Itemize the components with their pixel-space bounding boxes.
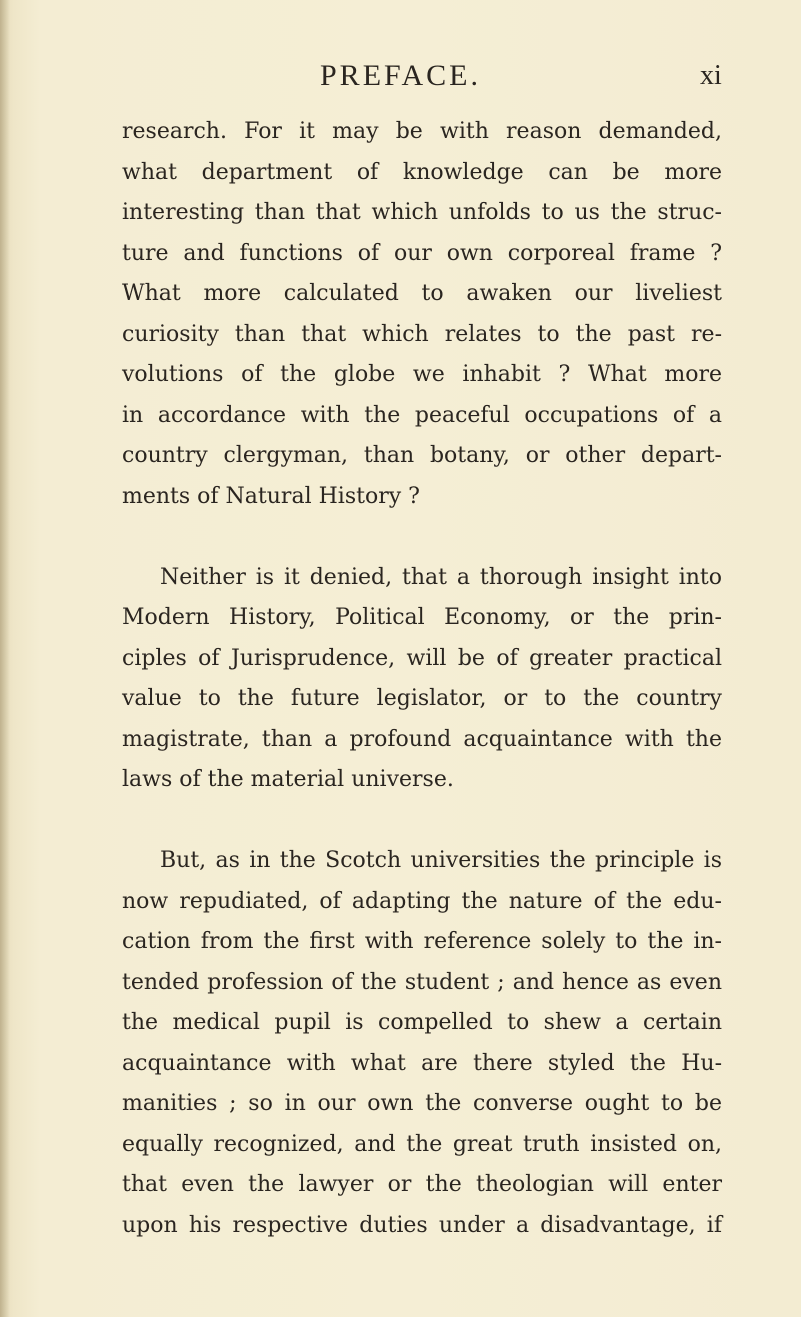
text-line: ments of Natural History ?: [122, 483, 420, 509]
running-head: [0, 56, 801, 96]
paragraph-1: [122, 112, 722, 517]
text-line: tended profession of the student ; and hence as even: [122, 969, 722, 995]
text-line: curiosity than that which relates to the past re-: [122, 321, 722, 347]
text-line: ture and functions of our own corporeal frame ?: [122, 240, 722, 266]
text-line: manities ; so in our own the converse ought to be: [122, 1091, 722, 1116]
text-line: now repudiated, of adapting the nature of the edu-: [122, 888, 722, 914]
text-line: value to the future legislator, or to the country: [122, 686, 722, 711]
page-number: xi: [700, 60, 722, 91]
text-line: interesting than that which unfolds to us the struc-: [122, 200, 722, 225]
text-line: acquaintance with what are there styled the Hu-: [122, 1050, 722, 1076]
text-line: Neither is it denied, that a thorough insight into: [160, 564, 722, 590]
text-line: the medical pupil is compelled to shew a certain: [122, 1010, 722, 1035]
text-line: laws of the material universe.: [122, 767, 454, 792]
text-line: But, as in the Scotch universities the principle is: [160, 848, 722, 873]
text-line: in accordance with the peaceful occupations of a: [122, 402, 722, 428]
text-line: magistrate, than a profound acquaintance with the: [122, 726, 722, 752]
text-line: that even the lawyer or the theologian will enter: [122, 1172, 722, 1197]
text-line: what department of knowledge can be more: [122, 159, 722, 185]
running-title: PREFACE.: [320, 59, 481, 92]
text-line: Modern History, Political Economy, or the prin-: [122, 605, 722, 630]
text-line: cation from the first with reference solely to the in-: [122, 929, 722, 954]
spine-shadow: [0, 0, 10, 1317]
text-line: What more calculated to awaken our liveliest: [122, 281, 722, 306]
text-line: country clergyman, than botany, or other depart-: [122, 443, 722, 468]
text-line: ciples of Jurisprudence, will be of greater practical: [122, 645, 722, 671]
text-line: volutions of the globe we inhabit ? What more: [122, 362, 722, 387]
text-line: upon his respective duties under a disadvantage, if: [122, 1212, 722, 1238]
paragraph-3: [122, 841, 722, 1246]
body-text: [122, 112, 722, 1246]
text-line: research. For it may be with reason demanded,: [122, 119, 722, 144]
paragraph-2: [122, 558, 722, 801]
text-line: equally recognized, and the great truth insisted on,: [122, 1131, 722, 1157]
